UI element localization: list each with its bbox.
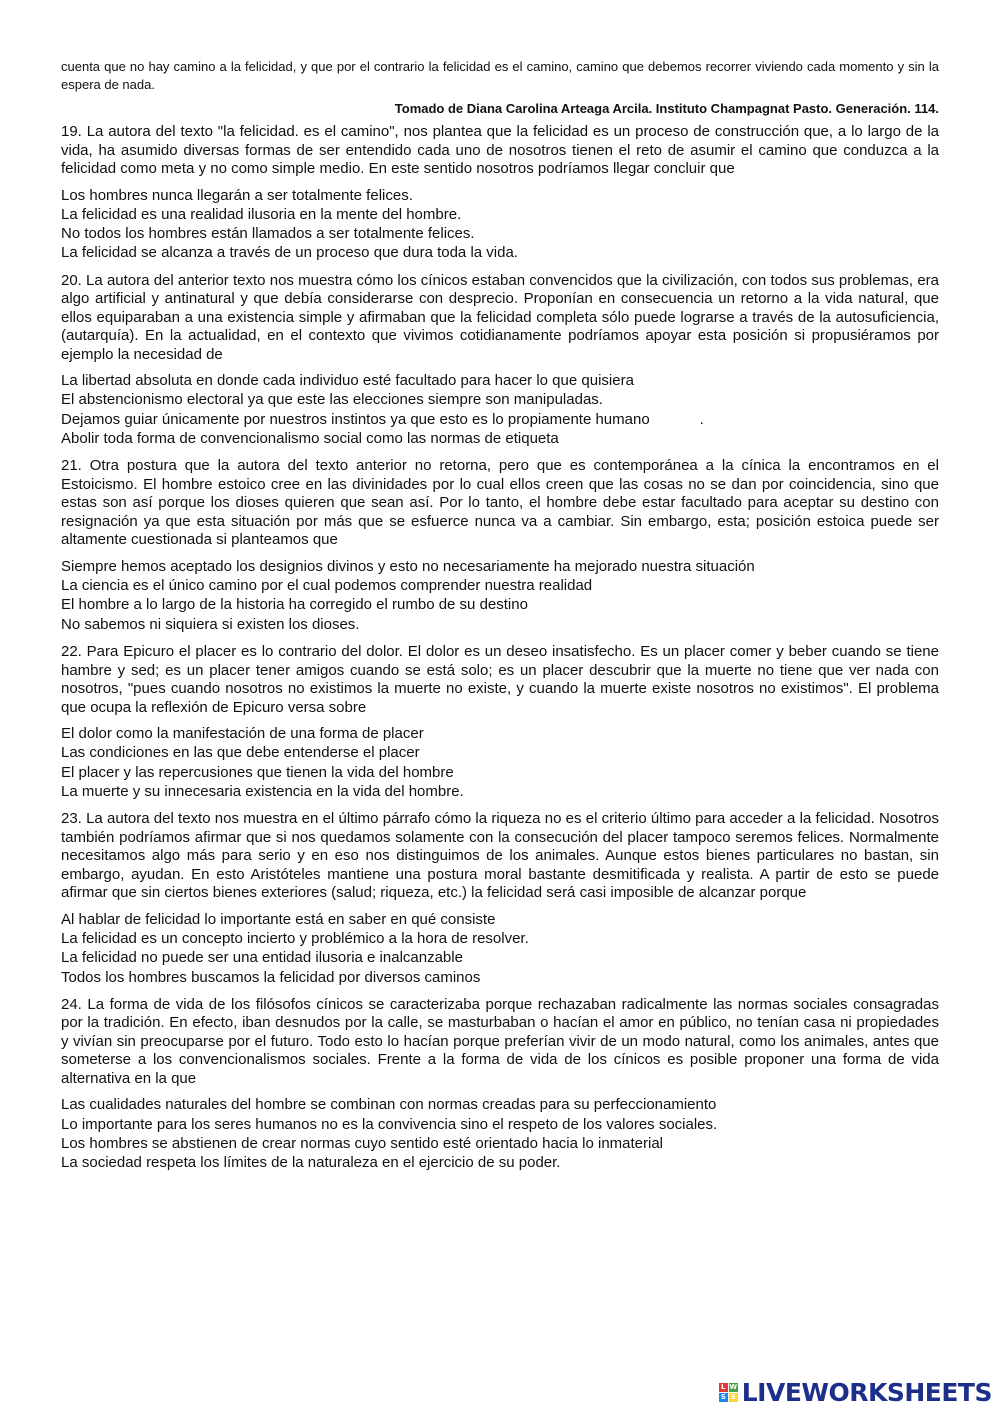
- logo-mark-cell: S: [720, 1392, 726, 1401]
- question-text: 20. La autora del anterior texto nos muestra cómo los cínicos estaban convencidos que la civilización, con todos sus problemas, era algo artificial y antinatural y que debía considerarse con desprecio. Proponían en consecuencia un retorno a la vida natural, que ellos equiparaban a una existencia simple y afirmaban que la felicidad completa sólo puede lograrse a través de la autosuficiencia, (autarquía). En la actualidad, en el contexto que vivimos cotidianamente podríamos apoyar esta posición si propusiéramos por ejemplo la necesidad de: [61, 271, 939, 363]
- question-text: 24. La forma de vida de los filósofos cínicos se caracterizaba porque rechazaban radicalmente las normas sociales consagradas por la tradición. En efecto, iban desnudos por la calle, se masturbaban o hacían el amor en público, no tenían casa ni propiedades y vivían sin preocuparse por el futuro. Todo esto lo hacían porque preferían vivir de un modo natural, como los animales, antes que someterse a los convencionalismos sociales. Frente a la forma de vida de los cínicos es posible proponer una forma de vida alternativa en la que: [61, 995, 939, 1087]
- logo-mark-cell: S: [730, 1392, 736, 1401]
- answer-option[interactable]: La sociedad respeta los límites de la naturaleza en el ejercicio de su poder.: [61, 1154, 561, 1172]
- answer-option[interactable]: La felicidad es una realidad ilusoria en la mente del hombre.: [61, 205, 462, 223]
- answer-option[interactable]: El abstencionismo electoral ya que este las elecciones siempre son manipuladas.: [61, 391, 603, 409]
- option-list: [61, 371, 939, 448]
- answer-option[interactable]: Los hombres se abstienen de crear normas cuyo sentido esté orientado hacia lo inmaterial: [61, 1135, 664, 1153]
- option-list: [61, 724, 939, 801]
- option-list: [61, 557, 939, 634]
- answer-option[interactable]: La muerte y su innecesaria existencia en la vida del hombre.: [61, 782, 464, 800]
- worksheet-page: [61, 58, 939, 1182]
- intro-paragraph: cuenta que no hay camino a la felicidad, y que por el contrario la felicidad es el camino, camino que debemos recorrer viviendo cada momento y sin la espera de nada.: [61, 59, 939, 92]
- question-23: [61, 810, 939, 987]
- question-text: 21. Otra postura que la autora del texto anterior no retorna, pero que es contemporánea a la cínica la encontramos en el Estoicismo. El hombre estoico cree en las divinidades por lo cual ellos creen que las cosas no se dan por coincidencia, sino que estas son así porque los dioses quieren que sean así. Por lo tanto, el hombre debe estar facultado para aceptar su destino con resignación ya que esta situación por más que se esfuerce nunca va a cambiar. Sin embargo, esta; posición estoica puede ser altamente cuestionada si planteamos que: [61, 457, 939, 549]
- question-19: [61, 123, 939, 263]
- question-22: [61, 643, 939, 801]
- question-21: [61, 457, 939, 634]
- question-20: [61, 272, 939, 449]
- answer-option[interactable]: La felicidad es un concepto incierto y problémico a la hora de resolver.: [61, 930, 529, 948]
- logo-text: LIVEWORKSHEETS: [741, 1377, 992, 1407]
- question-text: 22. Para Epicuro el placer es lo contrario del dolor. El dolor es un deseo insatisfecho. Es un placer comer y beber cuando se tiene hambre y sed; es un placer tener amigos cuando se está solo; es un placer descubrir que la muerte no tiene que ver nada con nosotros, "pues cuando nosotros no existimos la muerte no existe, y cuando la muerte existe nosotros no existimos". El problema que ocupa la reflexión de Epicuro versa sobre: [61, 643, 939, 716]
- question-text: 19. La autora del texto "la felicidad. es el camino", nos plantea que la felicidad es un proceso de construcción que, a lo largo de la vida, ha asumido diversas formas de ser entendido cada uno de nosotros tienen el reto de asumir el camino que conduzca a la felicidad como meta y no como simple medio. En este sentido nosotros podríamos llegar concluir que: [61, 123, 939, 177]
- answer-option[interactable]: Siempre hemos aceptado los designios divinos y esto no necesariamente ha mejorado nuestra situación: [61, 557, 755, 575]
- answer-option[interactable]: Las condiciones en las que debe entenderse el placer: [61, 744, 420, 762]
- answer-option[interactable]: La libertad absoluta en donde cada individuo esté facultado para hacer lo que quisiera: [61, 372, 634, 390]
- question-24: [61, 996, 939, 1173]
- option-list: [61, 186, 939, 263]
- answer-option[interactable]: La ciencia es el único camino por el cual podemos comprender nuestra realidad: [61, 577, 593, 595]
- answer-option[interactable]: No sabemos ni siquiera si existen los dioses.: [61, 615, 360, 633]
- answer-option[interactable]: El dolor como la manifestación de una forma de placer: [61, 725, 424, 743]
- answer-option[interactable]: El hombre a lo largo de la historia ha corregido el rumbo de su destino: [61, 596, 528, 614]
- answer-option[interactable]: Lo importante para los seres humanos no es la convivencia sino el respeto de los valores sociales.: [61, 1115, 718, 1133]
- answer-option[interactable]: Los hombres nunca llegarán a ser totalmente felices.: [61, 186, 413, 204]
- answer-option[interactable]: Al hablar de felicidad lo importante está en saber en qué consiste: [61, 910, 496, 928]
- answer-option[interactable]: Abolir toda forma de convencionalismo social como las normas de etiqueta: [61, 430, 559, 448]
- answer-option[interactable]: Las cualidades naturales del hombre se combinan con normas creadas para su perfeccionamiento: [61, 1096, 717, 1114]
- answer-option[interactable]: No todos los hombres están llamados a ser totalmente felices.: [61, 225, 475, 243]
- logo-mark-cell: L: [719, 1383, 728, 1392]
- option-list: [61, 910, 939, 987]
- logo-mark-cell: W: [729, 1382, 738, 1391]
- answer-option[interactable]: Todos los hombres buscamos la felicidad por diversos caminos: [61, 968, 481, 986]
- option-list: [61, 1095, 939, 1172]
- answer-option[interactable]: El placer y las repercusiones que tienen la vida del hombre: [61, 763, 454, 781]
- liveworksheets-logo: [719, 1378, 992, 1406]
- answer-option[interactable]: Dejamos guiar únicamente por nuestros instintos ya que esto es lo propiamente humano .: [61, 410, 704, 428]
- answer-option[interactable]: La felicidad se alcanza a través de un proceso que dura toda la vida.: [61, 244, 518, 262]
- source-citation: Tomado de Diana Carolina Arteaga Arcila. Instituto Champagnat Pasto. Generación. 114.: [394, 101, 939, 116]
- question-text: 23. La autora del texto nos muestra en el último párrafo cómo la riqueza no es el criterio último para acceder a la felicidad. Nosotros también podríamos afirmar que si nos quedamos solamente con la consecución del placer tampoco seremos felices. Normalmente necesitamos algo más para serio y en eso nos distinguimos de los animales. Aunque estos bienes particulares no bastan, sin embargo, ayudan. En esto Aristóteles mantiene una postura moral bastante desmitificada y realista. A partir de esto se puede afirmar que sin ciertos bienes exteriores (salud; riqueza, etc.) la felicidad será casi imposible de alcanzar porque: [61, 810, 939, 902]
- logo-mark-icon: [719, 1383, 738, 1402]
- answer-option[interactable]: La felicidad no puede ser una entidad ilusoria e inalcanzable: [61, 949, 463, 967]
